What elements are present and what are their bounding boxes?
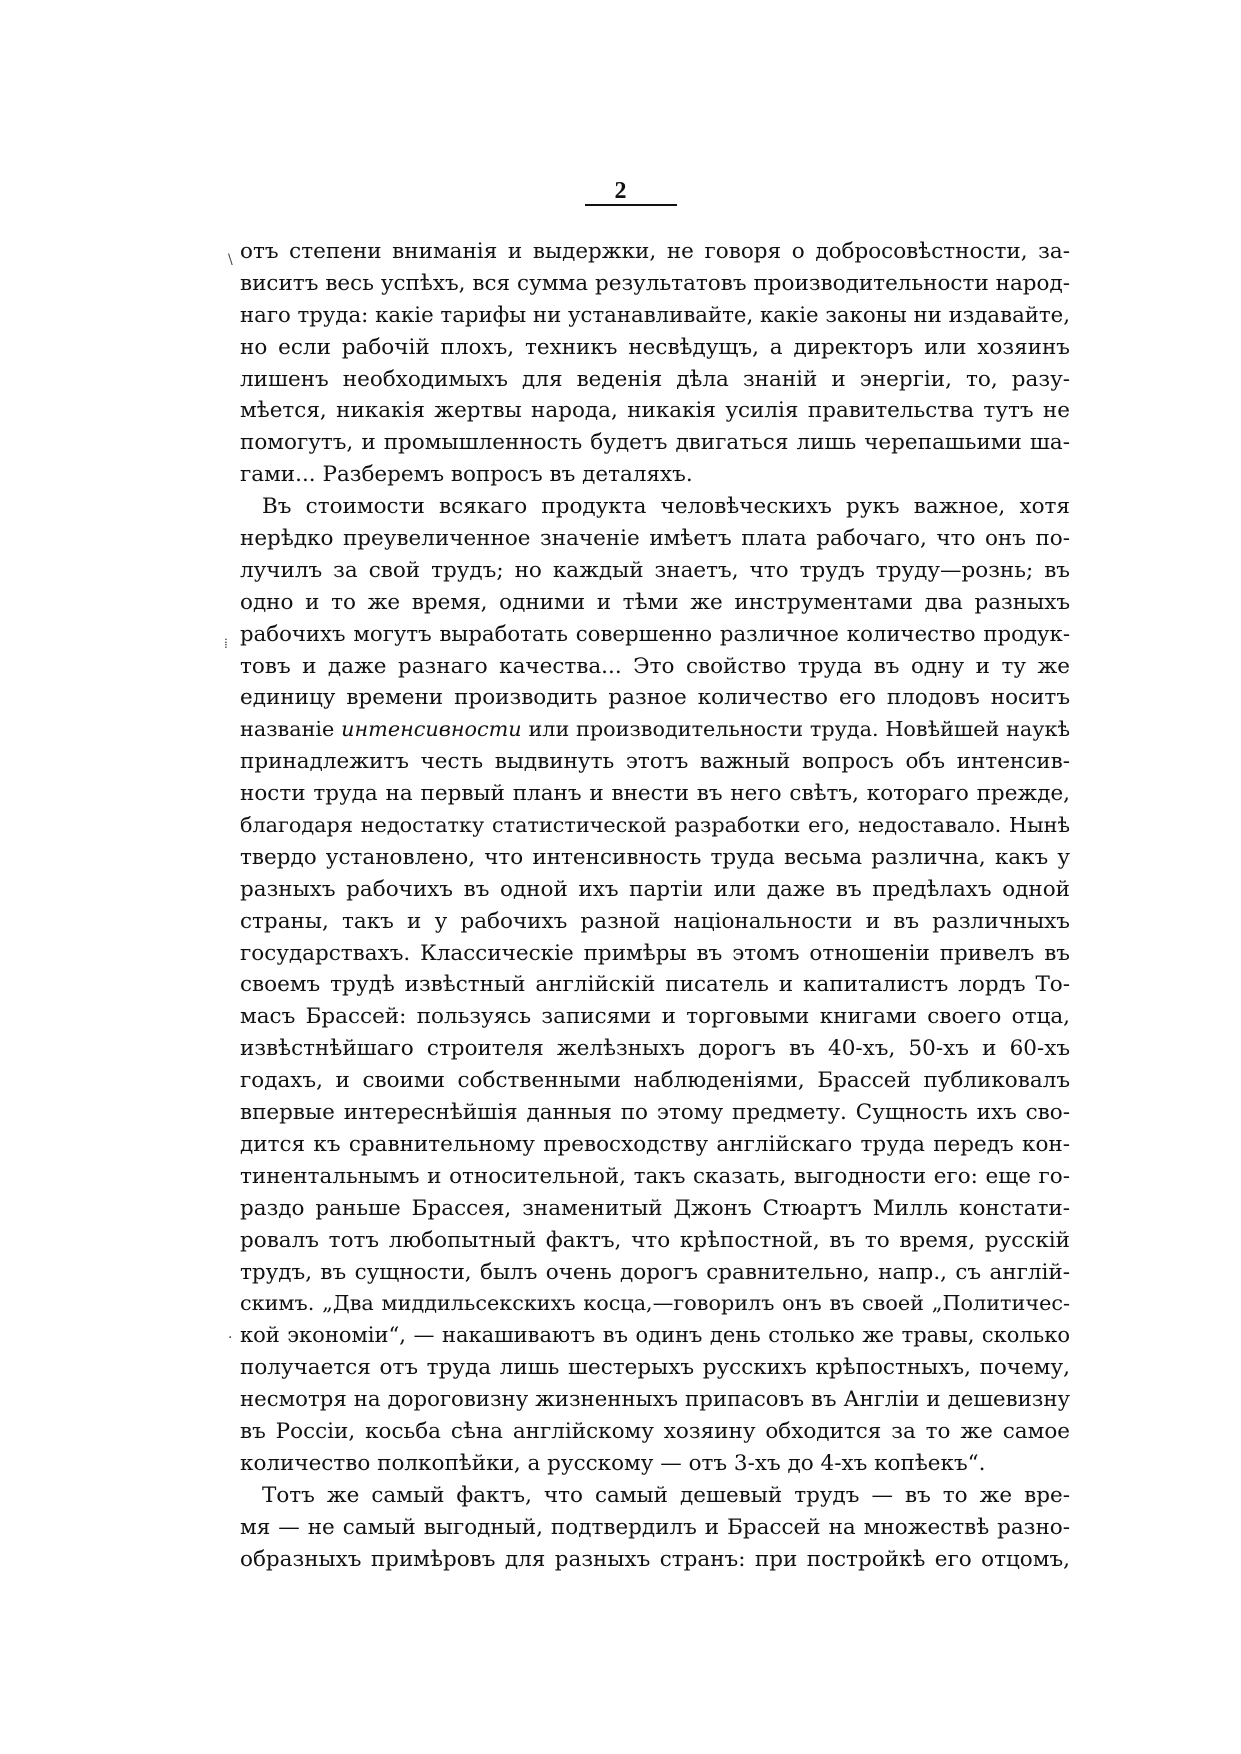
- text-line: единицу времени производить разное количество его плодовъ носитъ: [240, 685, 1070, 711]
- text-line: образныхъ примѣровъ для разныхъ странъ: при постройкѣ его отцомъ,: [240, 1546, 1070, 1572]
- text-fragment: названіе: [240, 717, 335, 742]
- text-line: годахъ, и своими собственными наблюденіями, Брассей публиковалъ: [240, 1068, 1070, 1094]
- text-line: количество полкопѣйки, а русскому — отъ 3-хъ до 4-хъ копѣекъ“.: [240, 1450, 986, 1476]
- text-line: принадлежитъ честь выдвинуть этотъ важный вопросъ объ интенсив-: [240, 749, 1070, 775]
- text-line: твердо установлено, что интенсивность труда весьма различна, какъ у: [240, 844, 1070, 870]
- body-text: [240, 236, 1070, 1575]
- text-line: въ Россіи, косьба сѣна англійскому хозяину обходится за то же самое: [240, 1418, 1070, 1444]
- text-line: страны, такъ и у рабочихъ разной національности и въ различныхъ: [240, 908, 1070, 934]
- margin-tick-mark: ·: [228, 1330, 233, 1346]
- text-line: товъ и даже разнаго качества... Это свойство труда въ одну и ту же: [240, 653, 1070, 679]
- margin-tick-mark: ⁞: [224, 636, 228, 652]
- text-line: тинентальнымъ и относительной, такъ сказать, выгодности его: еще го-: [240, 1163, 1070, 1189]
- text-line: скимъ. „Два миддильсекскихъ косца,—говорилъ онъ въ своей „Политичес-: [240, 1291, 1070, 1316]
- text-line: нерѣдко преувеличенное значеніе имѣетъ плата рабочаго, что онъ по-: [240, 526, 1070, 552]
- text-line: благодаря недостатку статистической разработки его, недоставало. Нынѣ: [240, 813, 1070, 838]
- text-line: несмотря на дороговизну жизненныхъ припасовъ въ Англіи и дешевизну: [240, 1387, 1070, 1413]
- text-line: мѣется, никакія жертвы народа, никакія усилія правительства тутъ не: [240, 398, 1070, 424]
- text-line: дится къ сравнительному превосходству англійскаго труда передъ кон-: [240, 1131, 1070, 1157]
- text-line: помогутъ, и промышленность будетъ двигаться лишь черепашьими ша-: [240, 430, 1070, 456]
- text-fragment: или производительности труда. Новѣйшей наукѣ: [528, 717, 1070, 742]
- text-line: трудъ, въ сущности, былъ очень дорогъ сравнительно, напр., съ англій-: [240, 1259, 1070, 1285]
- text-line: разныхъ рабочихъ въ одной ихъ партіи или даже въ предѣлахъ одной: [240, 876, 1070, 902]
- text-line: впервые интереснѣйшія данныя по этому предмету. Сущность ихъ сво-: [240, 1100, 1070, 1126]
- paragraph-3: [240, 1480, 1070, 1576]
- text-line: масъ Брассей: пользуясь записями и торговыми книгами своего отца,: [240, 1004, 1070, 1030]
- text-line: ности труда на первый планъ и внести въ него свѣтъ, котораго прежде,: [240, 781, 1070, 807]
- text-line: раздо раньше Брассея, знаменитый Джонъ Стюартъ Милль констати-: [240, 1195, 1070, 1221]
- paragraph-1: [240, 236, 1070, 491]
- text-line: наго труда: какіе тарифы ни устанавливайте, какіе законы ни издавайте,: [240, 302, 1070, 328]
- margin-tick-mark: \: [228, 252, 233, 268]
- text-line: кой экономіи“, — накашиваютъ въ одинъ день столько же травы, сколько: [240, 1323, 1070, 1348]
- text-line: мя — не самый выгодный, подтвердилъ и Брассей на множествѣ разно-: [240, 1514, 1070, 1540]
- page-number: 2: [614, 178, 627, 204]
- paragraph-2: [240, 491, 1070, 1480]
- text-line: лишенъ необходимыхъ для веденія дѣла знаній и энергіи, то, разу-: [240, 366, 1070, 392]
- text-line: получается отъ труда лишь шестерыхъ русскихъ крѣпостныхъ, почему,: [240, 1355, 1070, 1381]
- text-line: Тотъ же самый фактъ, что самый дешевый трудъ — въ то же вре-: [262, 1482, 1070, 1508]
- text-line: извѣстнѣйшаго строителя желѣзныхъ дорогъ въ 40-хъ, 50-хъ и 60-хъ: [240, 1036, 1070, 1062]
- text-line: но если рабочій плохъ, техникъ несвѣдущъ, а директоръ или хозяинъ: [240, 334, 1070, 360]
- text-line: ровалъ тотъ любопытный фактъ, что крѣпостной, въ то время, русскій: [240, 1227, 1070, 1253]
- text-line: одно и то же время, одними и тѣми же инструментами два разныхъ: [240, 589, 1070, 615]
- text-line: гами... Разберемъ вопросъ въ деталяхъ.: [240, 462, 693, 488]
- text-line: лучилъ за свой трудъ; но каждый знаетъ, что трудъ труду—рознь; въ: [240, 557, 1070, 583]
- text-line: Въ стоимости всякаго продукта человѣческихъ рукъ важное, хотя: [262, 494, 1070, 520]
- text-line-with-emphasis: [240, 714, 1070, 746]
- text-line: виситъ весь успѣхъ, вся сумма результатовъ производительности народ-: [240, 270, 1070, 296]
- emphasized-term: интенсивности: [341, 717, 522, 742]
- page-number-rule: [585, 204, 677, 206]
- text-line: своемъ трудѣ извѣстный англійскій писатель и капиталистъ лордъ То-: [240, 972, 1070, 998]
- text-line: государствахъ. Классическіе примѣры въ этомъ отношеніи привелъ въ: [240, 940, 1070, 966]
- text-line: рабочихъ могутъ выработать совершенно различное количество продук-: [240, 621, 1070, 647]
- text-line: отъ степени вниманія и выдержки, не говоря о добросовѣстности, за-: [240, 239, 1070, 264]
